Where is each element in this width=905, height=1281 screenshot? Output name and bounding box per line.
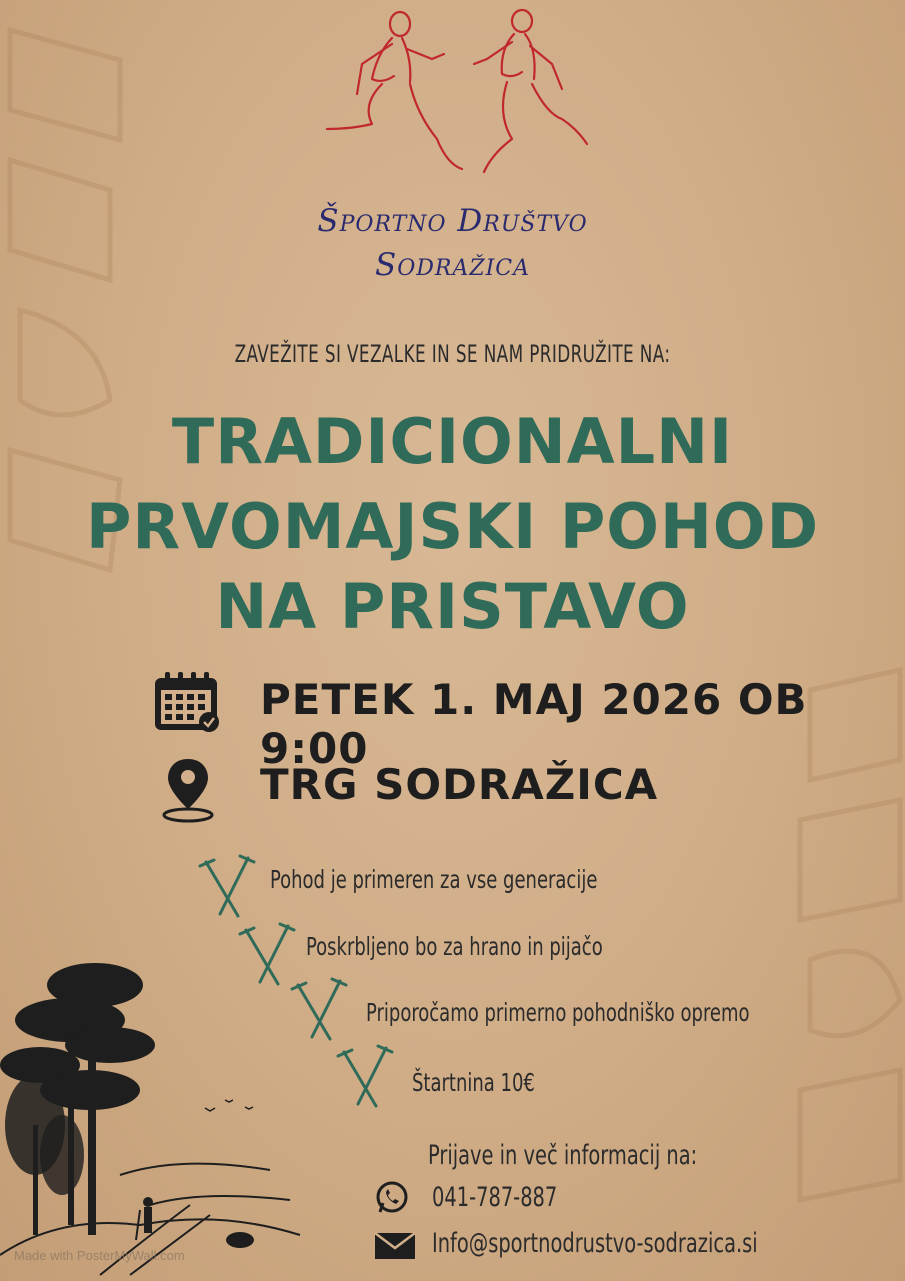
bullet-item-4: Štartnina 10€ xyxy=(412,1068,535,1097)
trekking-poles-icon xyxy=(336,1042,394,1110)
calendar-icon xyxy=(153,670,223,734)
event-title-line3: NA PRISTAVO xyxy=(215,570,690,643)
organization-name-line2: Sodražica xyxy=(374,247,531,283)
organization-name-line1: Športno Društvo xyxy=(317,203,588,239)
whatsapp-icon xyxy=(374,1180,410,1216)
location-pin-icon xyxy=(160,755,216,823)
trekking-poles-icon xyxy=(198,852,256,920)
event-location: TRG SODRAŽICA xyxy=(260,760,659,809)
landscape-illustration xyxy=(0,955,320,1281)
invitation-text: ZAVEŽITE SI VEZALKE IN SE NAM PRIDRUŽITE NA: xyxy=(234,340,671,368)
runners-logo-icon xyxy=(322,4,592,176)
footer-watermark: Made with PosterMyWall.com xyxy=(14,1248,185,1263)
event-title-line2: PRVOMAJSKI POHOD xyxy=(85,490,820,563)
envelope-icon xyxy=(374,1232,416,1260)
bullet-item-3: Priporočamo primerno pohodniško opremo xyxy=(366,998,750,1027)
event-title-line1: TRADICIONALNI xyxy=(171,405,734,478)
bullet-item-1: Pohod je primeren za vse generacije xyxy=(270,865,598,894)
contact-phone[interactable]: 041-787-887 xyxy=(432,1182,558,1213)
contact-heading: Prijave in več informacij na: xyxy=(428,1140,698,1171)
bullet-item-2: Poskrbljeno bo za hrano in pijačo xyxy=(306,932,603,961)
contact-email[interactable]: Info@sportnodrustvo-sodrazica.si xyxy=(432,1228,758,1259)
event-date: PETEK 1. MAJ 2026 OB 9:00 xyxy=(260,675,808,773)
